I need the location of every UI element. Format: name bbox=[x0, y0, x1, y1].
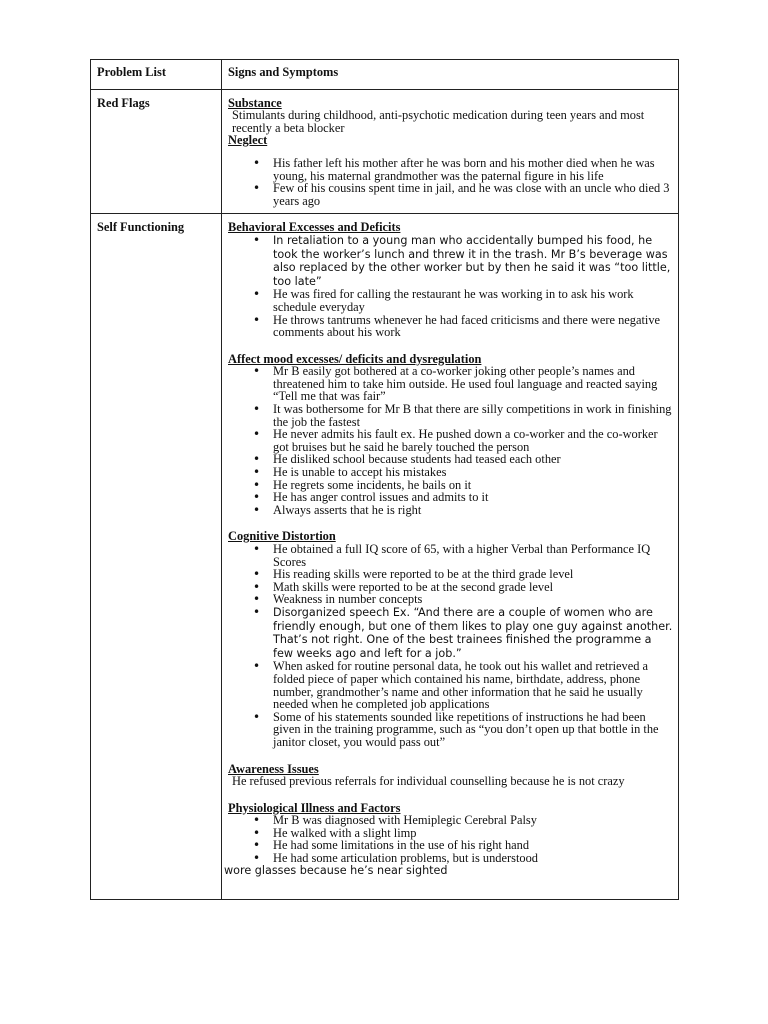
list-item: • Few of his cousins spent time in jail, and he was close with an uncle who died 3 years ago bbox=[228, 182, 673, 207]
list-item: • His reading skills were reported to be at the third grade level bbox=[228, 568, 673, 581]
neglect-heading: Neglect bbox=[228, 133, 268, 148]
behavioral-heading: Behavioral Excesses and Deficits bbox=[228, 220, 401, 235]
list-item: • He obtained a full IQ score of 65, with a higher Verbal than Performance IQ Scores bbox=[228, 543, 673, 568]
self-functioning-content bbox=[222, 214, 679, 900]
list-item: • He has anger control issues and admits to it bbox=[228, 491, 673, 504]
list-item: • He throws tantrums whenever he had faced criticisms and there were negative comments about his work bbox=[228, 314, 673, 339]
list-item: • Mr B easily got bothered at a co-worker joking other people’s names and threatened him to take him outside. He used foul language and reacted saying “Tell me that was fair” bbox=[228, 365, 673, 403]
list-item-text: Disorganized speech Ex. “And there are a couple of women who are friendly enough, but one of them likes to play one guy against another. That’s not right. One of the best trainees finished the programme a few weeks ago and left for a job.” bbox=[273, 605, 673, 660]
self-functioning-label: Self Functioning bbox=[91, 214, 222, 900]
list-item: • Mr B was diagnosed with Hemiplegic Cerebral Palsy bbox=[228, 814, 673, 827]
self-functioning-row bbox=[91, 214, 679, 900]
list-item: • It was bothersome for Mr B that there are silly competitions in work in finishing the job the fastest bbox=[228, 403, 673, 428]
list-item: • He is unable to accept his mistakes bbox=[228, 466, 673, 479]
substance-text: Stimulants during childhood, anti-psychotic medication during teen years and most recently a beta blocker bbox=[232, 108, 645, 135]
col1-header: Problem List bbox=[91, 60, 222, 90]
physio-list bbox=[228, 814, 673, 864]
list-item bbox=[228, 606, 673, 660]
neglect-list bbox=[228, 157, 673, 207]
header-row bbox=[91, 60, 679, 90]
list-item: • His father left his mother after he was born and his mother died when he was young, his maternal grandmother was the paternal figure in his life bbox=[228, 157, 673, 182]
list-item: • Some of his statements sounded like repetitions of instructions he had been given in the training programme, such as “you don’t open up that bottle in the janitor closet, you would pass out” bbox=[228, 711, 673, 749]
awareness-text: He refused previous referrals for individual counselling because he is not crazy bbox=[232, 774, 625, 789]
substance-heading: Substance bbox=[228, 95, 282, 110]
physio-heading: Physiological Illness and Factors bbox=[228, 800, 401, 815]
list-item: • He regrets some incidents, he bails on it bbox=[228, 479, 673, 492]
affect-list bbox=[228, 365, 673, 516]
awareness-heading: Awareness Issues bbox=[228, 761, 319, 776]
list-item: • Math skills were reported to be at the second grade level bbox=[228, 581, 673, 594]
col2-header: Signs and Symptoms bbox=[222, 60, 679, 90]
problem-table bbox=[90, 59, 679, 900]
list-item: • He never admits his fault ex. He pushed down a co-worker and the co-worker got bruises but he said he barely touched the person bbox=[228, 428, 673, 453]
list-item: • Always asserts that he is right bbox=[228, 504, 673, 517]
list-item: • When asked for routine personal data, he took out his wallet and retrieved a folded piece of paper which contained his name, birthdate, address, phone number, grandmother’s name and other information that he said he usually needed when he completed job applications bbox=[228, 660, 673, 710]
list-item: • He had some articulation problems, but is understood bbox=[228, 852, 673, 865]
red-flags-content bbox=[222, 89, 679, 214]
list-item: • He was fired for calling the restaurant he was working in to ask his work schedule everyday bbox=[228, 288, 673, 313]
list-item: • He walked with a slight limp bbox=[228, 827, 673, 840]
cognitive-heading: Cognitive Distortion bbox=[228, 529, 336, 544]
physio-extra-text: wore glasses because he’s near sighted bbox=[224, 863, 448, 877]
red-flags-row bbox=[91, 89, 679, 214]
red-flags-label: Red Flags bbox=[91, 89, 222, 214]
list-item-text: In retaliation to a young man who accidentally bumped his food, he took the worker’s lunch and threw it in the trash. Mr B’s beverage was also replaced by the other worker but by then he said it was “too little, too late” bbox=[273, 233, 671, 288]
list-item: • He disliked school because students had teased each other bbox=[228, 453, 673, 466]
cognitive-list bbox=[228, 543, 673, 749]
behavioral-list bbox=[228, 234, 673, 339]
list-item: • He had some limitations in the use of his right hand bbox=[228, 839, 673, 852]
list-item bbox=[228, 234, 673, 288]
list-item: • Weakness in number concepts bbox=[228, 593, 673, 606]
affect-heading: Affect mood excesses/ deficits and dysregulation bbox=[228, 351, 482, 366]
